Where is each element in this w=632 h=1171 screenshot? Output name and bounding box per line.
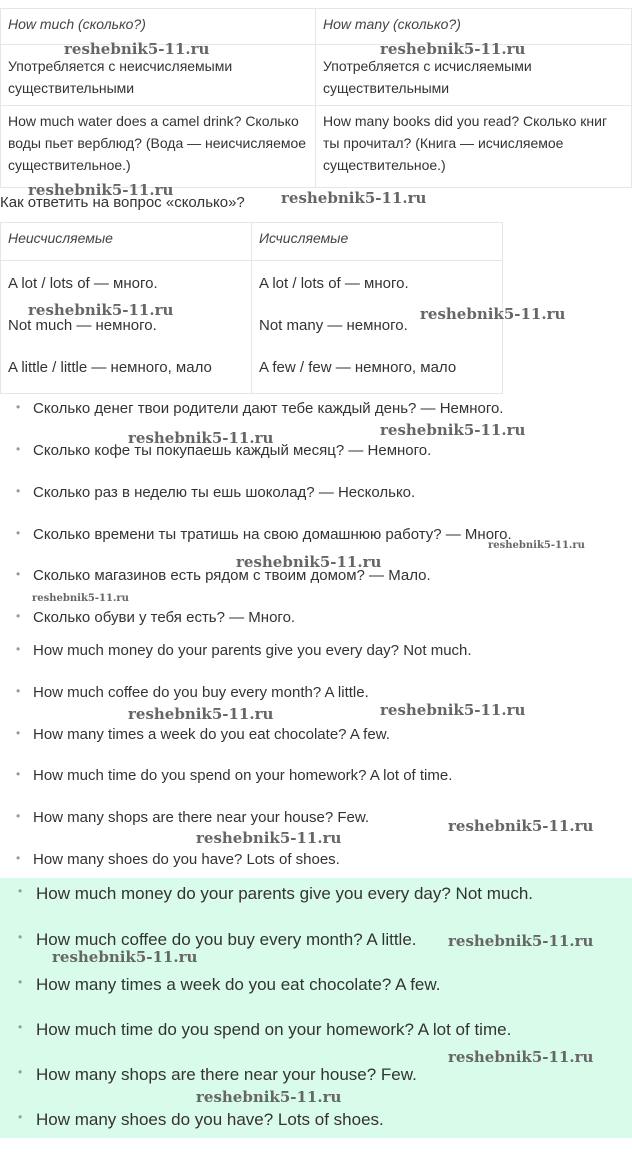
watermark: reshebnik5-11.ru [28, 301, 174, 319]
cell-line: A little / little — немного, мало [8, 359, 212, 376]
watermark: reshebnik5-11.ru [488, 540, 585, 551]
watermark: reshebnik5-11.ru [196, 1088, 342, 1106]
list-item: • How many shops are there near your house? Few. [33, 809, 369, 826]
watermark: reshebnik5-11.ru [236, 553, 382, 571]
list-item: • Сколько магазинов есть рядом с твоим домом? — Мало. [33, 567, 431, 584]
answer-item: • How many shops are there near your house? Few. [36, 1065, 417, 1085]
cell-line: A lot / lots of — много. [8, 275, 158, 292]
watermark: reshebnik5-11.ru [448, 932, 594, 950]
list-item: • Сколько денег твои родители дают тебе каждый день? — Немного. [33, 400, 503, 417]
watermark: reshebnik5-11.ru [128, 429, 274, 447]
header-how-much: How much (сколько?) [1, 9, 316, 45]
watermark: reshebnik5-11.ru [420, 305, 566, 323]
header-countable: Исчисляемые [252, 223, 503, 261]
answer-item: • How much time do you spend on your homework? A lot of time. [36, 1020, 511, 1040]
list-item: • Сколько обуви у тебя есть? — Много. [33, 609, 295, 626]
list-item: • How many times a week do you eat chocolate? A few. [33, 726, 390, 743]
list-item: • Сколько кофе ты покупаешь каждый месяц? — Немного. [33, 442, 431, 459]
cell: Употребляется с неисчисляемыми существительными [1, 45, 316, 106]
watermark: reshebnik5-11.ru [380, 421, 526, 439]
list-item: • How many shoes do you have? Lots of shoes. [33, 851, 340, 868]
watermark: reshebnik5-11.ru [196, 829, 342, 847]
section-heading: Как ответить на вопрос «сколько»? [0, 194, 245, 211]
much-many-table [0, 8, 632, 188]
list-item: • Сколько времени ты тратишь на свою домашнюю работу? — Много. [33, 526, 512, 543]
list-item: • How much time do you spend on your homework? A lot of time. [33, 767, 452, 784]
watermark: reshebnik5-11.ru [28, 181, 174, 199]
watermark: reshebnik5-11.ru [52, 948, 198, 966]
list-item: • How much coffee do you buy every month? A little. [33, 684, 369, 701]
answer-item: • How much money do your parents give you every day? Not much. [36, 884, 533, 904]
cell: Употребляется с исчисляемыми существительными [316, 45, 632, 106]
watermark: reshebnik5-11.ru [281, 189, 427, 207]
watermark: reshebnik5-11.ru [64, 40, 210, 58]
list-item: • Сколько раз в неделю ты ешь шоколад? — Несколько. [33, 484, 415, 501]
watermark: reshebnik5-11.ru [380, 701, 526, 719]
cell: How many books did you read? Сколько книг ты прочитал? (Книга — исчисляемое существительное.) [316, 106, 632, 188]
cell-line: Not many — немного. [259, 317, 408, 334]
watermark: reshebnik5-11.ru [448, 817, 594, 835]
answer-item: • How many times a week do you eat chocolate? A few. [36, 975, 440, 995]
watermark: reshebnik5-11.ru [128, 705, 274, 723]
watermark: reshebnik5-11.ru [448, 1048, 594, 1066]
cell-line: A lot / lots of — много. [259, 275, 409, 292]
header-how-many: How many (сколько?) [316, 9, 632, 45]
watermark: reshebnik5-11.ru [380, 40, 526, 58]
cell: How much water does a camel drink? Сколько воды пьет верблюд? (Вода — неисчисляемое существительное.) [1, 106, 316, 188]
list-item: • How much money do your parents give you every day? Not much. [33, 642, 472, 659]
answer-item: • How much coffee do you buy every month? A little. [36, 930, 417, 950]
cell-line: A few / few — немного, мало [259, 359, 457, 376]
header-uncountable: Неисчисляемые [1, 223, 252, 261]
answer-item: • How many shoes do you have? Lots of shoes. [36, 1110, 384, 1130]
watermark: reshebnik5-11.ru [32, 593, 129, 604]
cell-line: Not much — немного. [8, 317, 157, 334]
